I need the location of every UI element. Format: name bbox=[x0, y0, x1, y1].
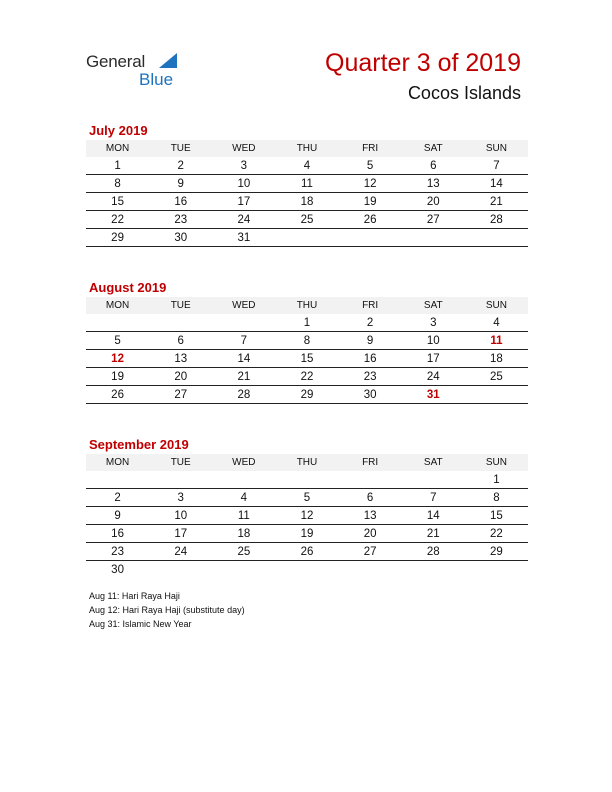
day-cell: 23 bbox=[339, 368, 402, 386]
day-cell: 14 bbox=[212, 350, 275, 368]
holiday-notes bbox=[89, 589, 245, 631]
weekday-header: WED bbox=[212, 454, 275, 471]
logo-blue-text: Blue bbox=[139, 70, 174, 89]
day-cell: 13 bbox=[339, 507, 402, 525]
weekday-header-row bbox=[86, 454, 528, 471]
day-cell: 20 bbox=[339, 525, 402, 543]
weekday-header: TUE bbox=[149, 140, 212, 157]
day-cell: 20 bbox=[402, 193, 465, 211]
weekday-header: THU bbox=[275, 297, 338, 314]
day-cell: 15 bbox=[465, 507, 528, 525]
day-cell: 31 bbox=[212, 229, 275, 247]
logo-general-text: General bbox=[86, 52, 146, 71]
day-cell: 12 bbox=[86, 350, 149, 368]
day-cell: 16 bbox=[149, 193, 212, 211]
day-cell: 25 bbox=[212, 543, 275, 561]
day-cell: 2 bbox=[339, 314, 402, 332]
weekday-header: SUN bbox=[465, 140, 528, 157]
day-cell: 5 bbox=[339, 157, 402, 175]
holiday-note: Aug 31: Islamic New Year bbox=[89, 619, 192, 629]
day-cell: 22 bbox=[275, 368, 338, 386]
weekday-header-row bbox=[86, 297, 528, 314]
day-cell: 8 bbox=[275, 332, 338, 350]
day-cell: 17 bbox=[149, 525, 212, 543]
holiday-note: Aug 11: Hari Raya Haji bbox=[89, 591, 180, 601]
weekday-header: FRI bbox=[339, 297, 402, 314]
day-cell: 21 bbox=[402, 525, 465, 543]
day-cell: 12 bbox=[275, 507, 338, 525]
calendar-grid bbox=[86, 454, 528, 578]
day-cell bbox=[275, 229, 338, 247]
holiday-note: Aug 12: Hari Raya Haji (substitute day) bbox=[89, 605, 245, 615]
day-cell: 3 bbox=[149, 489, 212, 507]
day-cell: 24 bbox=[402, 368, 465, 386]
day-cell: 11 bbox=[212, 507, 275, 525]
weekday-header: THU bbox=[275, 140, 338, 157]
day-cell: 3 bbox=[212, 157, 275, 175]
day-cell: 14 bbox=[465, 175, 528, 193]
weekday-header: FRI bbox=[339, 140, 402, 157]
day-cell: 1 bbox=[275, 314, 338, 332]
day-cell: 3 bbox=[402, 314, 465, 332]
day-cell: 19 bbox=[86, 368, 149, 386]
day-cell: 31 bbox=[402, 386, 465, 404]
weekday-header: TUE bbox=[149, 454, 212, 471]
day-cell: 26 bbox=[275, 543, 338, 561]
day-cell: 9 bbox=[149, 175, 212, 193]
day-cell: 5 bbox=[275, 489, 338, 507]
month-august bbox=[86, 278, 528, 404]
day-cell bbox=[339, 471, 402, 489]
page-subtitle: Cocos Islands bbox=[407, 83, 521, 103]
day-cell bbox=[86, 471, 149, 489]
day-cell: 22 bbox=[86, 211, 149, 229]
day-cell: 15 bbox=[86, 193, 149, 211]
week-row bbox=[86, 350, 528, 368]
day-cell: 17 bbox=[212, 193, 275, 211]
day-cell: 29 bbox=[275, 386, 338, 404]
day-cell: 9 bbox=[339, 332, 402, 350]
day-cell: 7 bbox=[465, 157, 528, 175]
day-cell: 14 bbox=[402, 507, 465, 525]
day-cell: 28 bbox=[212, 386, 275, 404]
month-title: September 2019 bbox=[89, 437, 189, 452]
day-cell: 10 bbox=[402, 332, 465, 350]
week-row bbox=[86, 543, 528, 561]
month-title: July 2019 bbox=[89, 123, 148, 138]
day-cell: 27 bbox=[402, 211, 465, 229]
week-row bbox=[86, 507, 528, 525]
day-cell: 10 bbox=[149, 507, 212, 525]
day-cell: 28 bbox=[402, 543, 465, 561]
week-row bbox=[86, 386, 528, 404]
weekday-header: MON bbox=[86, 140, 149, 157]
day-cell: 18 bbox=[212, 525, 275, 543]
week-row bbox=[86, 314, 528, 332]
week-row bbox=[86, 471, 528, 489]
day-cell: 28 bbox=[465, 211, 528, 229]
day-cell: 4 bbox=[212, 489, 275, 507]
day-cell bbox=[465, 386, 528, 404]
day-cell: 22 bbox=[465, 525, 528, 543]
logo-triangle-icon bbox=[159, 53, 177, 68]
day-cell: 11 bbox=[465, 332, 528, 350]
day-cell: 13 bbox=[402, 175, 465, 193]
day-cell: 18 bbox=[465, 350, 528, 368]
day-cell: 21 bbox=[212, 368, 275, 386]
day-cell: 1 bbox=[86, 157, 149, 175]
day-cell: 4 bbox=[275, 157, 338, 175]
week-row bbox=[86, 229, 528, 247]
day-cell: 16 bbox=[86, 525, 149, 543]
day-cell: 7 bbox=[212, 332, 275, 350]
day-cell bbox=[402, 229, 465, 247]
day-cell: 18 bbox=[275, 193, 338, 211]
day-cell: 29 bbox=[465, 543, 528, 561]
month-july bbox=[86, 121, 528, 247]
day-cell: 16 bbox=[339, 350, 402, 368]
day-cell: 24 bbox=[212, 211, 275, 229]
week-row bbox=[86, 193, 528, 211]
day-cell: 6 bbox=[149, 332, 212, 350]
weekday-header: SAT bbox=[402, 297, 465, 314]
day-cell: 8 bbox=[86, 175, 149, 193]
day-cell bbox=[275, 561, 338, 579]
day-cell bbox=[465, 561, 528, 579]
day-cell bbox=[212, 471, 275, 489]
weekday-header: WED bbox=[212, 140, 275, 157]
day-cell: 19 bbox=[275, 525, 338, 543]
day-cell: 25 bbox=[465, 368, 528, 386]
weekday-header: TUE bbox=[149, 297, 212, 314]
day-cell: 6 bbox=[339, 489, 402, 507]
day-cell: 29 bbox=[86, 229, 149, 247]
day-cell: 11 bbox=[275, 175, 338, 193]
day-cell bbox=[402, 561, 465, 579]
day-cell: 23 bbox=[86, 543, 149, 561]
weekday-header: SAT bbox=[402, 454, 465, 471]
day-cell bbox=[212, 314, 275, 332]
month-title: August 2019 bbox=[89, 280, 167, 295]
week-row bbox=[86, 175, 528, 193]
weekday-header: SUN bbox=[465, 454, 528, 471]
day-cell: 26 bbox=[339, 211, 402, 229]
day-cell: 17 bbox=[402, 350, 465, 368]
day-cell: 10 bbox=[212, 175, 275, 193]
day-cell bbox=[86, 314, 149, 332]
week-row bbox=[86, 368, 528, 386]
weekday-header: THU bbox=[275, 454, 338, 471]
day-cell: 9 bbox=[86, 507, 149, 525]
day-cell bbox=[339, 561, 402, 579]
week-row bbox=[86, 561, 528, 579]
weekday-header: WED bbox=[212, 297, 275, 314]
week-row bbox=[86, 211, 528, 229]
day-cell bbox=[149, 561, 212, 579]
week-row bbox=[86, 489, 528, 507]
day-cell: 20 bbox=[149, 368, 212, 386]
day-cell bbox=[465, 229, 528, 247]
day-cell: 4 bbox=[465, 314, 528, 332]
day-cell: 6 bbox=[402, 157, 465, 175]
day-cell: 8 bbox=[465, 489, 528, 507]
day-cell: 27 bbox=[339, 543, 402, 561]
week-row bbox=[86, 157, 528, 175]
day-cell bbox=[339, 229, 402, 247]
weekday-header: SAT bbox=[402, 140, 465, 157]
day-cell: 5 bbox=[86, 332, 149, 350]
day-cell: 23 bbox=[149, 211, 212, 229]
day-cell: 15 bbox=[275, 350, 338, 368]
day-cell bbox=[275, 471, 338, 489]
generalblue-logo bbox=[86, 52, 196, 92]
weekday-header: FRI bbox=[339, 454, 402, 471]
day-cell bbox=[149, 314, 212, 332]
day-cell: 24 bbox=[149, 543, 212, 561]
weekday-header: MON bbox=[86, 297, 149, 314]
day-cell bbox=[402, 471, 465, 489]
day-cell: 7 bbox=[402, 489, 465, 507]
day-cell: 12 bbox=[339, 175, 402, 193]
day-cell: 27 bbox=[149, 386, 212, 404]
page-title: Quarter 3 of 2019 bbox=[325, 49, 521, 77]
weekday-header: SUN bbox=[465, 297, 528, 314]
week-row bbox=[86, 332, 528, 350]
calendar-grid bbox=[86, 140, 528, 247]
day-cell: 25 bbox=[275, 211, 338, 229]
day-cell: 30 bbox=[339, 386, 402, 404]
calendar-grid bbox=[86, 297, 528, 404]
weekday-header-row bbox=[86, 140, 528, 157]
day-cell: 2 bbox=[86, 489, 149, 507]
day-cell: 30 bbox=[149, 229, 212, 247]
day-cell: 1 bbox=[465, 471, 528, 489]
day-cell: 13 bbox=[149, 350, 212, 368]
week-row bbox=[86, 525, 528, 543]
day-cell: 26 bbox=[86, 386, 149, 404]
day-cell: 2 bbox=[149, 157, 212, 175]
day-cell: 19 bbox=[339, 193, 402, 211]
day-cell: 30 bbox=[111, 563, 124, 576]
day-cell bbox=[212, 561, 275, 579]
day-cell bbox=[149, 471, 212, 489]
month-september bbox=[86, 435, 528, 578]
day-cell: 21 bbox=[465, 193, 528, 211]
weekday-header: MON bbox=[86, 454, 149, 471]
